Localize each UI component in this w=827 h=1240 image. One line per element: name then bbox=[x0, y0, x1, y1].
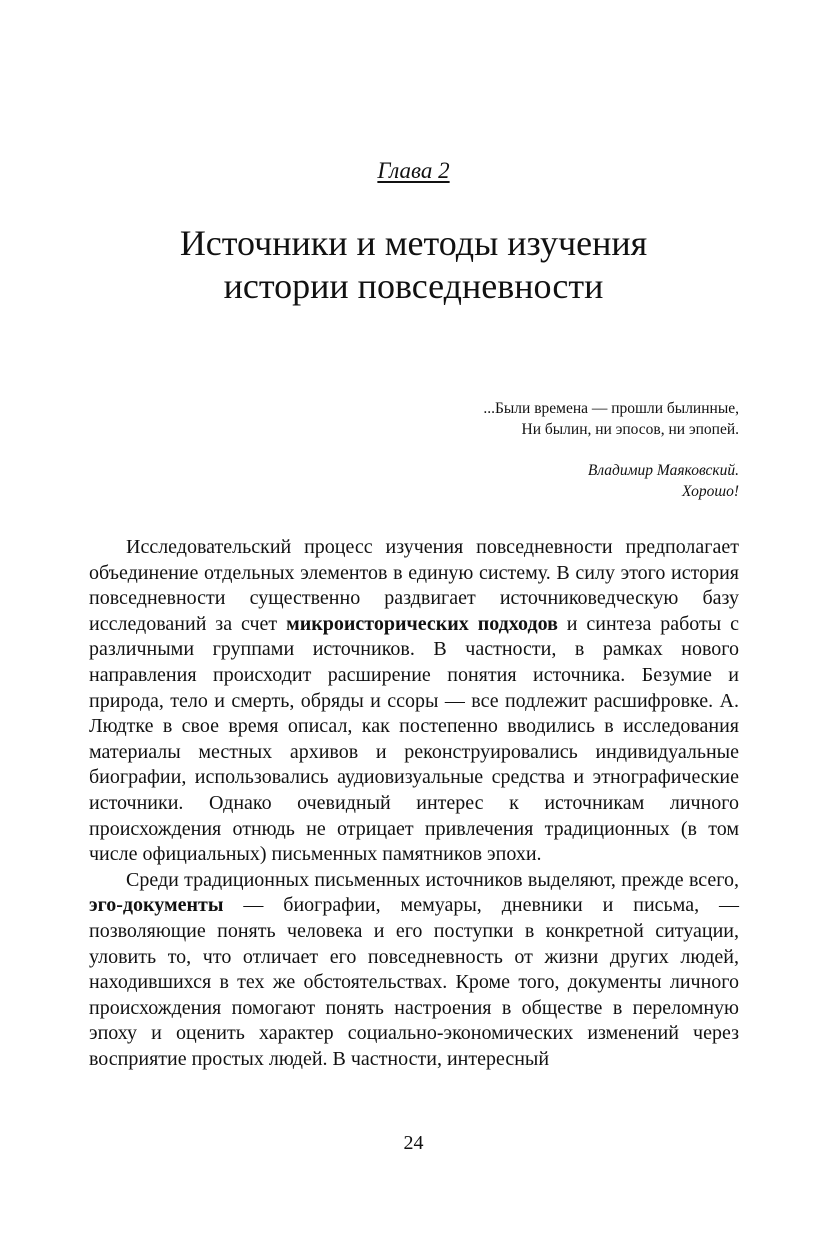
paragraph-1-text-b: и синтеза работы с различными группами источников. В частности, в рамках нового направления происходит расширение понятия источника. Безумие и природа, тело и смерть, обряды и ссоры — все подлежит расшифровке. А. Людтке в свое время описал, как постепенно вводились в исследования материалы местных архивов и реконструировались индивидуальные биографии, использовались аудиовизуальные средства и этнографические источники. Однако очевидный интерес к источникам личного происхождения отнюдь не отрицает привлечения традиционных (в том числе официальных) письменных памятников эпохи. bbox=[89, 612, 740, 866]
paragraph-2-text-b: — биографии, мемуары, дневники и письма, — позволяющие понять человека и его поступки в конкретной ситуации, уловить то, что отличает его повседневность от жизни других людей, находившихся в тех же обстоятельствах. Кроме того, документы личного происхождения помогают понять настроения в обществе в переломную эпоху и оценить характер социально-экономических изменений через восприятие простых людей. В частности, интересный bbox=[89, 894, 739, 1070]
term-microhistorical-approaches: микроисторических подходов bbox=[286, 612, 558, 635]
paragraph-2-text-a: Среди традиционных письменных источников выделяют, прежде всего, bbox=[126, 868, 739, 891]
epigraph bbox=[319, 398, 739, 440]
body-text bbox=[89, 535, 739, 1072]
term-ego-documents: эго-документы bbox=[89, 894, 224, 917]
page-number: 24 bbox=[403, 1132, 424, 1154]
chapter-label: Глава 2 bbox=[377, 158, 450, 183]
epigraph-work: Хорошо! bbox=[681, 483, 739, 500]
paragraph-2 bbox=[89, 868, 739, 1073]
epigraph-author: Владимир Маяковский. bbox=[587, 462, 739, 479]
paragraph-1-text-a: Исследовательский процесс изучения повседневности предполагает объединение отдельных элементов в единую систему. В силу этого история повседневности существенно раздвигает источниковедческую базу исследований за счет bbox=[89, 536, 739, 635]
epigraph-attribution bbox=[319, 460, 739, 502]
chapter-title-line-1: Источники и методы изучения bbox=[179, 223, 648, 263]
paragraph-1 bbox=[89, 535, 739, 868]
chapter-title bbox=[90, 222, 737, 308]
epigraph-line-2: Ни былин, ни эпосов, ни эпопей. bbox=[521, 421, 739, 438]
epigraph-line-1: ...Были времена — прошли былинные, bbox=[483, 400, 739, 417]
chapter-title-line-2: истории повседневности bbox=[223, 266, 604, 306]
